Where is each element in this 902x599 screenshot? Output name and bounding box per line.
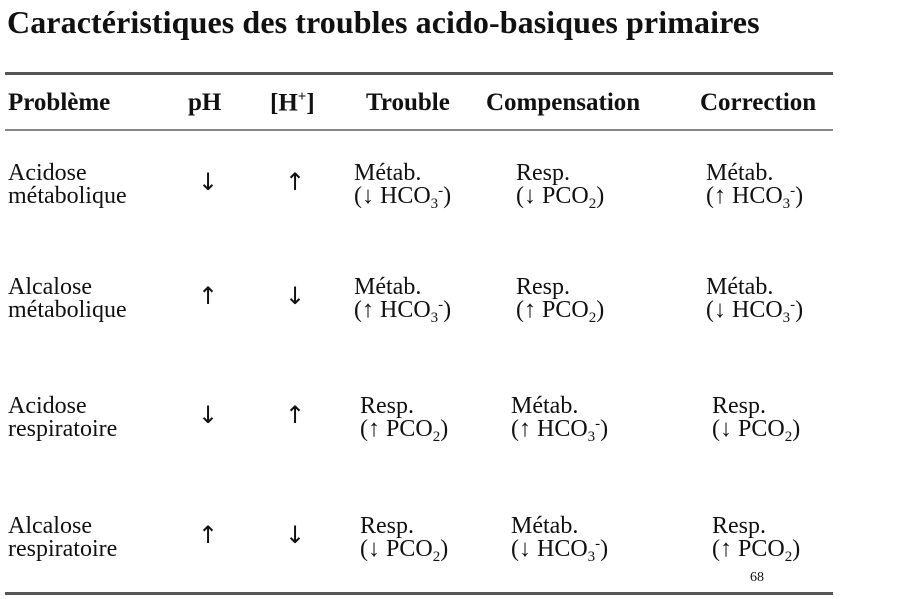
compensation-formula-close: ) — [600, 416, 609, 442]
trouble-formula-sup: - — [438, 297, 444, 313]
correction-formula-sub: 2 — [784, 549, 793, 565]
compensation-line-2 — [516, 183, 605, 212]
trouble-formula-sub: 3 — [430, 196, 439, 212]
cell-correction — [712, 513, 801, 565]
correction-formula-sub: 3 — [782, 310, 791, 326]
probleme-line-2: métabolique — [8, 297, 127, 323]
compensation-formula-close: ) — [596, 183, 605, 209]
compensation-line-1: Resp. — [516, 274, 570, 300]
cell-trouble — [360, 393, 449, 445]
trouble-line-1: Resp. — [360, 513, 414, 539]
compensation-line-2 — [511, 416, 609, 445]
trouble-line-1: Resp. — [360, 393, 414, 419]
header-h-open: [H — [270, 89, 298, 117]
cell-correction — [706, 274, 804, 326]
compensation-line-2 — [511, 536, 609, 565]
trouble-formula-close: ) — [443, 183, 452, 209]
compensation-line-1: Resp. — [516, 160, 570, 186]
compensation-formula-sup: - — [595, 536, 601, 552]
correction-formula-open: (↑ HCO — [706, 183, 783, 209]
header-ph: pH — [188, 89, 222, 116]
trouble-formula-sup: - — [438, 183, 444, 199]
row-probleme — [8, 515, 117, 561]
probleme-line-2: respiratoire — [8, 416, 118, 442]
correction-line-1: Resp. — [712, 513, 766, 539]
trouble-formula-sub: 2 — [432, 549, 441, 565]
table-top-rule — [5, 72, 833, 75]
compensation-formula-open: (↓ PCO — [516, 183, 589, 209]
compensation-formula-sub: 3 — [587, 549, 596, 565]
trouble-formula-open: (↓ PCO — [360, 536, 433, 562]
cell-correction — [712, 393, 801, 445]
ph-up-arrow-icon: ↑ — [198, 521, 219, 549]
h-up-arrow-icon: ↑ — [285, 168, 306, 196]
probleme-line-1: Alcalose — [8, 513, 92, 539]
correction-formula-sup: - — [790, 297, 796, 313]
correction-line-2 — [706, 183, 804, 212]
cell-compensation — [511, 393, 609, 445]
trouble-line-1: Métab. — [354, 160, 422, 186]
trouble-line-2 — [360, 536, 449, 565]
compensation-line-1: Métab. — [511, 513, 579, 539]
trouble-line-2 — [354, 297, 452, 326]
cell-trouble — [360, 513, 449, 565]
correction-formula-open: (↑ PCO — [712, 536, 785, 562]
correction-line-1: Métab. — [706, 160, 774, 186]
h-down-arrow-icon: ↓ — [285, 282, 306, 310]
compensation-formula-close: ) — [596, 297, 605, 323]
probleme-line-1: Alcalose — [8, 274, 92, 300]
correction-formula-close: ) — [792, 536, 801, 562]
row-probleme — [8, 276, 127, 322]
correction-line-2 — [712, 416, 801, 445]
header-h-ion — [270, 89, 315, 117]
correction-line-2 — [706, 297, 804, 326]
trouble-formula-close: ) — [443, 297, 452, 323]
compensation-formula-open: (↑ HCO — [511, 416, 588, 442]
trouble-line-1: Métab. — [354, 274, 422, 300]
header-h-close: ] — [306, 89, 315, 117]
correction-formula-sup: - — [790, 183, 796, 199]
compensation-formula-sub: 2 — [588, 310, 597, 326]
trouble-formula-sub: 3 — [430, 310, 439, 326]
header-correction: Correction — [700, 89, 817, 116]
header-compensation: Compensation — [486, 89, 641, 116]
correction-formula-sub: 3 — [782, 196, 791, 212]
probleme-line-2: métabolique — [8, 183, 127, 209]
trouble-formula-open: (↑ PCO — [360, 416, 433, 442]
ph-down-arrow-icon: ↓ — [198, 168, 219, 196]
trouble-formula-close: ) — [440, 536, 449, 562]
correction-formula-sub: 2 — [784, 429, 793, 445]
correction-formula-open: (↓ PCO — [712, 416, 785, 442]
compensation-formula-sub: 3 — [587, 429, 596, 445]
row-probleme — [8, 162, 127, 208]
correction-formula-close: ) — [792, 416, 801, 442]
trouble-line-2 — [360, 416, 449, 445]
compensation-formula-open: (↓ HCO — [511, 536, 588, 562]
page-title: Caractéristiques des troubles acido-basiques primaires — [7, 4, 760, 40]
probleme-line-2: respiratoire — [8, 536, 118, 562]
header-rule — [5, 129, 833, 131]
correction-formula-close: ) — [795, 183, 804, 209]
correction-formula-close: ) — [795, 297, 804, 323]
trouble-formula-close: ) — [440, 416, 449, 442]
h-up-arrow-icon: ↑ — [285, 401, 306, 429]
page-number: 68 — [750, 570, 764, 585]
header-h-sup: + — [297, 89, 307, 105]
cell-compensation — [516, 160, 605, 212]
compensation-formula-sup: - — [595, 416, 601, 432]
cell-trouble — [354, 274, 452, 326]
trouble-line-2 — [354, 183, 452, 212]
compensation-formula-sub: 2 — [588, 196, 597, 212]
ph-down-arrow-icon: ↓ — [198, 401, 219, 429]
probleme-line-1: Acidose — [8, 393, 87, 419]
compensation-formula-open: (↑ PCO — [516, 297, 589, 323]
trouble-formula-sub: 2 — [432, 429, 441, 445]
compensation-formula-close: ) — [600, 536, 609, 562]
cell-trouble — [354, 160, 452, 212]
cell-compensation — [511, 513, 609, 565]
row-probleme — [8, 395, 117, 441]
h-down-arrow-icon: ↓ — [285, 521, 306, 549]
table-bottom-rule — [5, 592, 833, 595]
ph-up-arrow-icon: ↑ — [198, 282, 219, 310]
correction-line-2 — [712, 536, 801, 565]
correction-line-1: Resp. — [712, 393, 766, 419]
compensation-line-1: Métab. — [511, 393, 579, 419]
trouble-formula-open: (↑ HCO — [354, 297, 431, 323]
correction-line-1: Métab. — [706, 274, 774, 300]
correction-formula-open: (↓ HCO — [706, 297, 783, 323]
header-probleme: Problème — [8, 89, 111, 116]
probleme-line-1: Acidose — [8, 160, 87, 186]
trouble-formula-open: (↓ HCO — [354, 183, 431, 209]
compensation-line-2 — [516, 297, 605, 326]
header-trouble: Trouble — [366, 89, 450, 116]
cell-correction — [706, 160, 804, 212]
cell-compensation — [516, 274, 605, 326]
